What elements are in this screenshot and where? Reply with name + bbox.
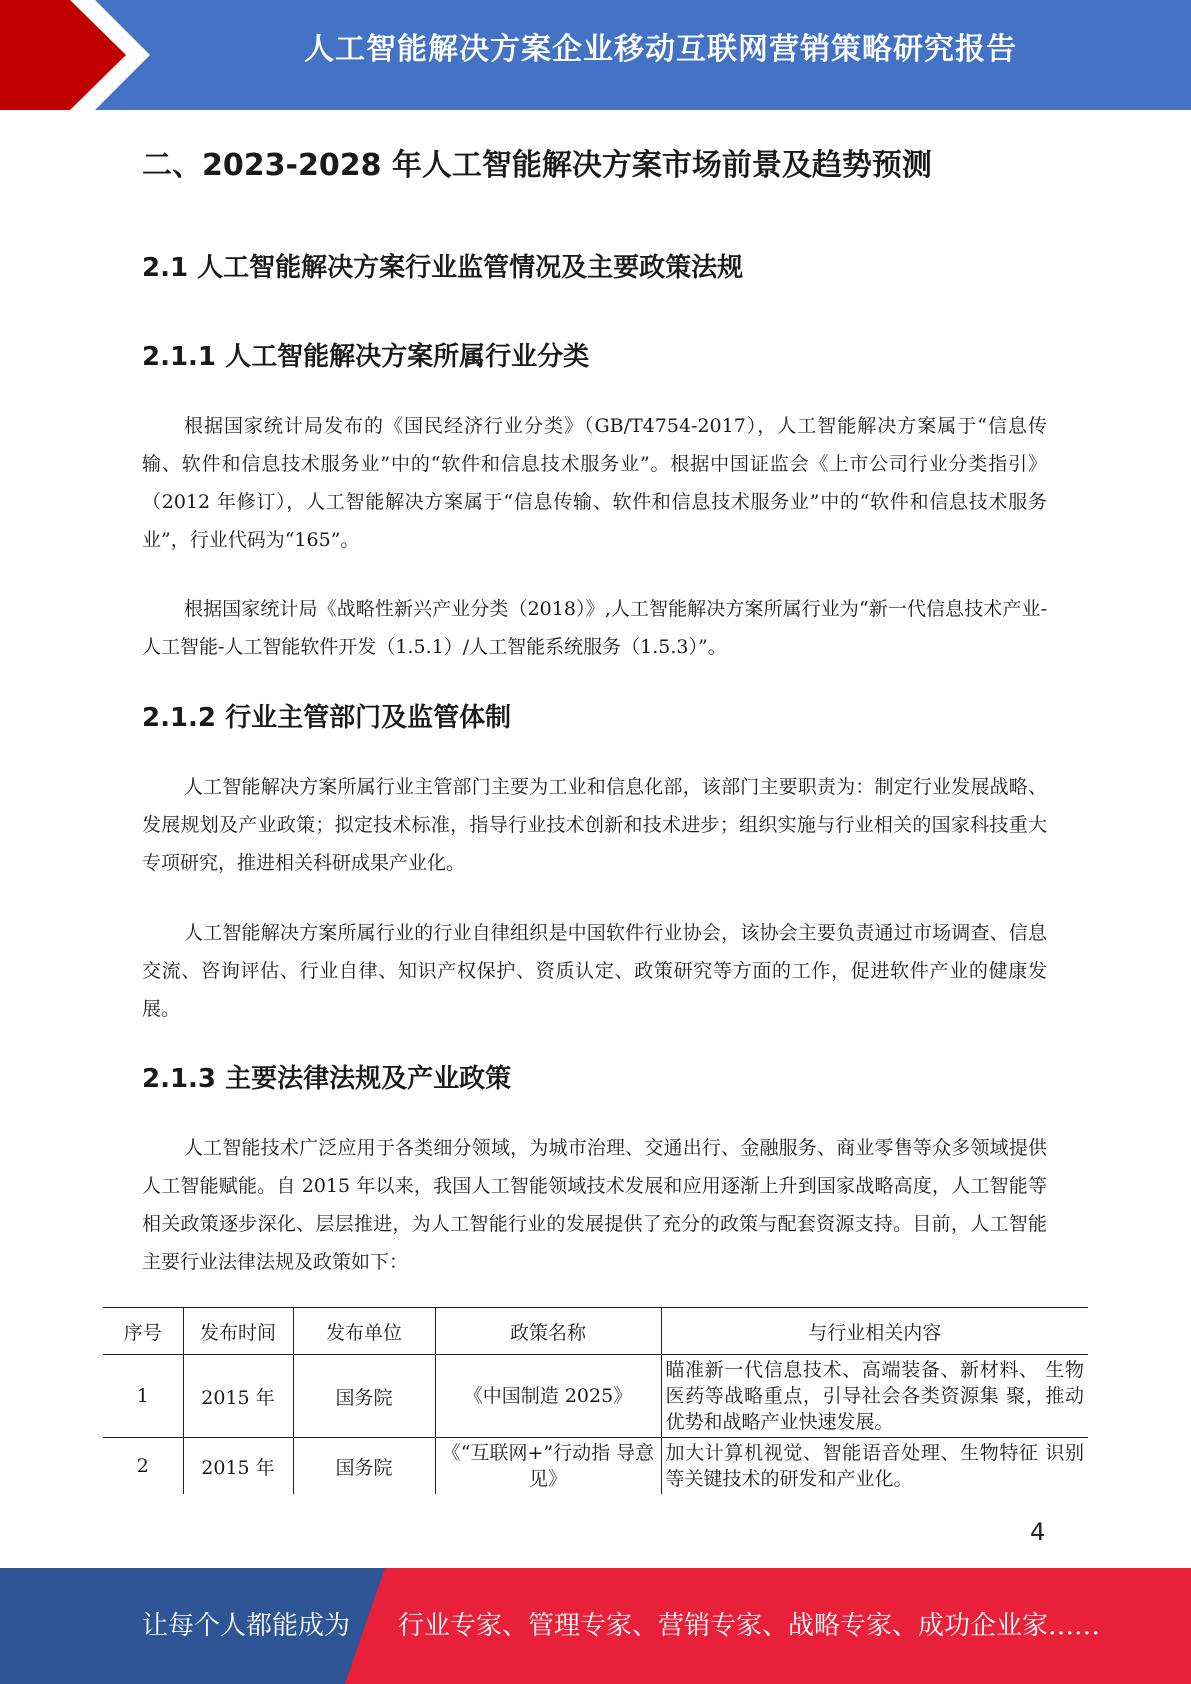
cell-org: 国务院 [293,1355,435,1438]
cell-org: 国务院 [293,1438,435,1495]
paragraph-industry-classification: 根据国家统计局发布的《国民经济行业分类》（GB/T4754-2017），人工智能解决方案属于“信息传输、软件和信息技术服务业”中的“软件和信息技术服务业”。根据中国证监会《上市公司行业分类指引》（2012 年修订），人工智能解决方案属于“信息传输、软件和信息技术服务业”中的“软件和信息技术服务业”，行业代码为“165”。 [142,415,1047,551]
subsection-heading-2-1-1: 2.1.1 人工智能解决方案所属行业分类 [142,342,590,372]
footer-slogan-left: 让每个人都能成为 [142,1611,351,1641]
header-no: 序号 [103,1308,183,1355]
section-heading-2-1: 2.1 人工智能解决方案行业监管情况及主要政策法规 [142,253,744,283]
header-content: 与行业相关内容 [661,1308,1088,1355]
policy-table [103,1307,1088,1494]
subsection-heading-2-1-2: 2.1.2 行业主管部门及监管体制 [142,703,512,733]
cell-policy-name: 《“互联网+”行动指 导意见》 [435,1438,661,1495]
footer-slogan-right: 行业专家、管理专家、营销专家、战略专家、成功企业家…… [398,1611,1101,1641]
header-date: 发布时间 [183,1308,293,1355]
cell-date: 2015 年 [183,1438,293,1495]
subsection-heading-2-1-3: 2.1.3 主要法律法规及产业政策 [142,1064,512,1094]
paragraph-regulator: 人工智能解决方案所属行业主管部门主要为工业和信息化部，该部门主要职责为：制定行业发展战略、发展规划及产业政策；拟定技术标准，指导行业技术创新和技术进步；组织实施与行业相关的国家科技重大专项研究，推进相关科研成果产业化。 [142,776,1047,874]
cell-policy-name: 《中国制造 2025》 [435,1355,661,1438]
paragraph-self-regulation: 人工智能解决方案所属行业的行业自律组织是中国软件行业协会，该协会主要负责通过市场调查、信息交流、咨询评估、行业自律、知识产权保护、资质认定、政策研究等方面的工作，促进软件产业的健康发展。 [142,922,1047,1020]
chapter-heading: 二、2023-2028 年人工智能解决方案市场前景及趋势预测 [142,148,932,183]
header-arrow-icon [0,0,160,110]
cell-date: 2015 年 [183,1355,293,1438]
table-row [103,1438,1088,1495]
cell-no: 1 [103,1355,183,1438]
cell-content: 瞄准新一代信息技术、高端装备、新材料、 生物医药等战略重点，引导社会各类资源集 聚，推动优势和战略产业快速发展。 [661,1355,1088,1438]
table-row [103,1355,1088,1438]
header-title: 人工智能解决方案企业移动互联网营销策略研究报告 [304,32,1017,67]
header-policy-name: 政策名称 [435,1308,661,1355]
paragraph-strategic-classification: 根据国家统计局《战略性新兴产业分类（2018）》,人工智能解决方案所属行业为“新一代信息技术产业-人工智能-人工智能软件开发（1.5.1）/人工智能系统服务（1.5.3）”。 [142,598,1047,658]
footer-band [0,1568,1191,1684]
page-number: 4 [1030,1518,1046,1546]
header-org: 发布单位 [293,1308,435,1355]
cell-content: 加大计算机视觉、智能语音处理、生物特征 识别等关键技术的研发和产业化。 [661,1438,1088,1495]
paragraph-policies-intro: 人工智能技术广泛应用于各类细分领域，为城市治理、交通出行、金融服务、商业零售等众多领域提供人工智能赋能。自 2015 年以来，我国人工智能领域技术发展和应用逐渐上升到国家战略高度，人工智能等相关政策逐步深化、层层推进，为人工智能行业的发展提供了充分的政策与配套资源支持。目前，人工智能主要行业法律法规及政策如下： [142,1137,1047,1273]
header-band [0,0,1191,110]
table-header-row [103,1308,1088,1355]
cell-no: 2 [103,1438,183,1495]
